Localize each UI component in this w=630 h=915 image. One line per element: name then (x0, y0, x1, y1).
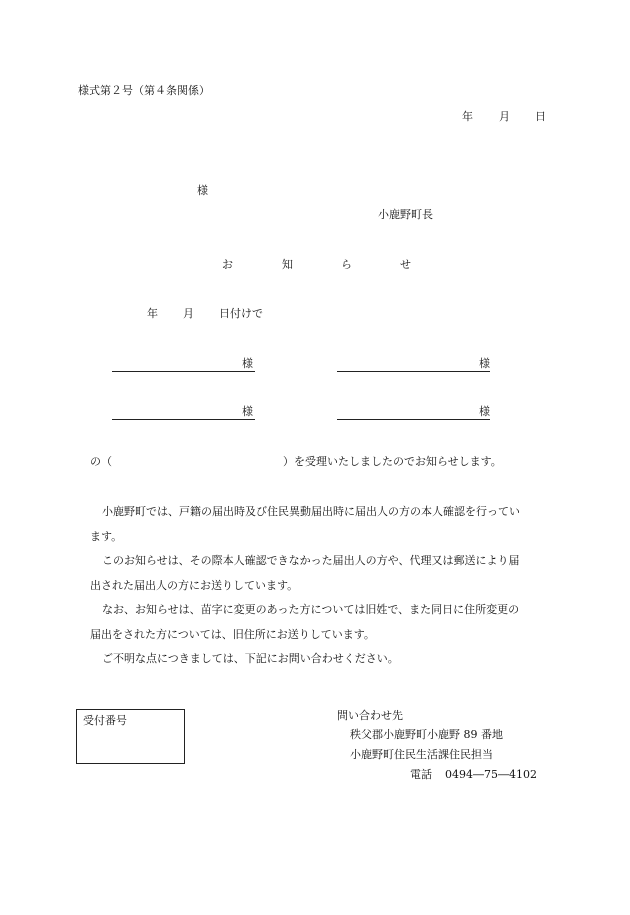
dated-year-label: 年 (147, 307, 158, 320)
addressee-suffix: 様 (197, 184, 208, 197)
contact-address: 秩父郡小鹿野町小鹿野 89 番地 (350, 728, 503, 741)
name-suffix-2: 様 (479, 357, 490, 370)
body-line-3: このお知らせは、その際本人確認できなかった届出人の方や、代理又は郵送により届 (102, 554, 520, 567)
form-id: 様式第２号（第４条関係） (78, 84, 210, 97)
body-line-7: ご不明な点につきましては、下記にお問い合わせください。 (102, 652, 399, 665)
dated-suffix: 日付けで (219, 307, 263, 320)
title-char-2: 知 (282, 258, 293, 271)
name-blank-3 (112, 419, 255, 420)
title-char-4: せ (400, 258, 411, 271)
accept-open: の（ (90, 455, 112, 468)
accept-close: ）を受理いたしましたのでお知らせします。 (283, 455, 502, 468)
contact-phone: 0494―75―4102 (445, 768, 537, 781)
date-day-label: 日 (535, 110, 546, 123)
contact-department: 小鹿野町住民生活課住民担当 (350, 748, 493, 761)
name-suffix-1: 様 (242, 357, 253, 370)
body-line-6: 届出をされた方については、旧住所にお送りしています。 (90, 627, 375, 641)
body-line-2: ます。 (90, 529, 123, 543)
dated-month-label: 月 (183, 307, 194, 320)
name-blank-2 (337, 371, 490, 372)
receipt-number-box (76, 709, 185, 764)
date-year-label: 年 (462, 110, 473, 123)
name-suffix-3: 様 (242, 405, 253, 418)
issuer: 小鹿野町長 (378, 208, 433, 221)
name-blank-1 (112, 371, 255, 372)
title-char-3: ら (341, 258, 352, 271)
title-char-1: お (222, 258, 233, 271)
body-line-5: なお、お知らせは、苗字に変更のあった方については旧姓で、また同日に住所変更の (102, 603, 520, 616)
name-suffix-4: 様 (479, 405, 490, 418)
body-line-4: 出された届出人の方にお送りしています。 (90, 578, 299, 592)
name-blank-4 (337, 419, 490, 420)
receipt-number-label: 受付番号 (83, 714, 127, 727)
body-line-1: 小鹿野町では、戸籍の届出時及び住民異動届出時に届出人の方の本人確認を行ってい (102, 505, 520, 518)
body-text (80, 500, 560, 672)
contact-phone-label: 電話 (410, 768, 432, 781)
date-month-label: 月 (499, 110, 510, 123)
contact-heading: 問い合わせ先 (337, 709, 403, 722)
